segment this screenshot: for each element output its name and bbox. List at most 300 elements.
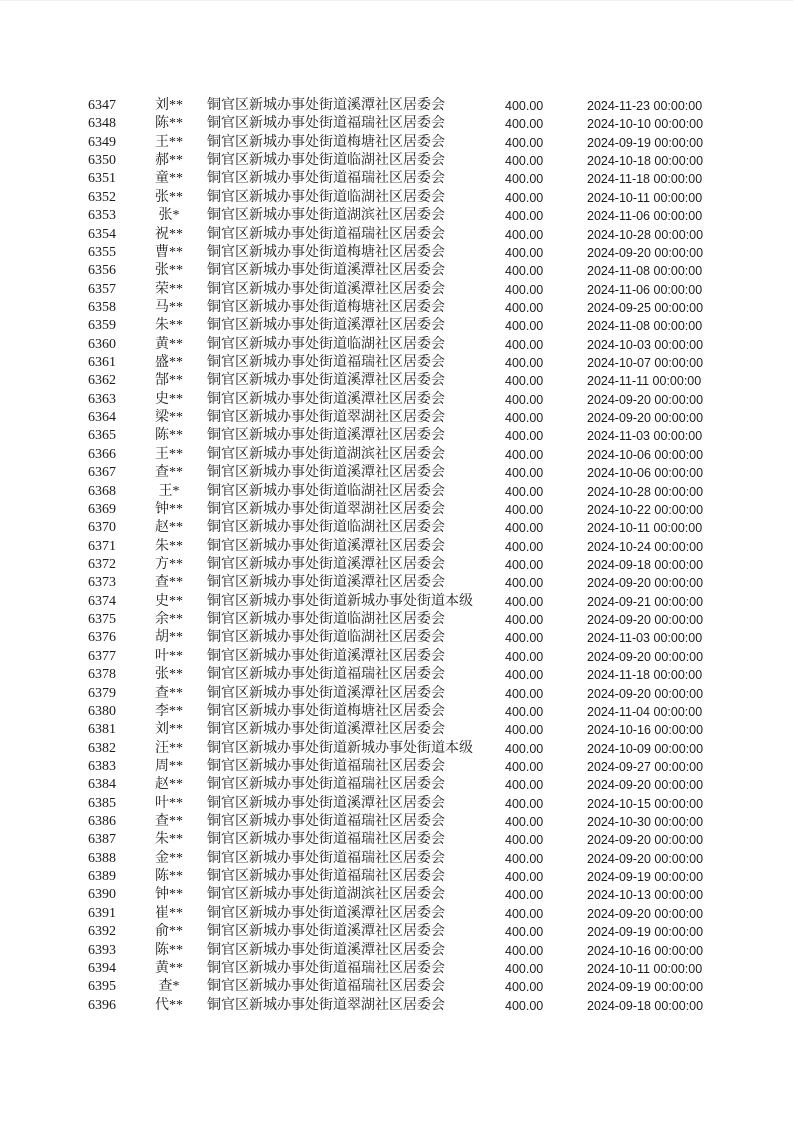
row-amount-cell: 400.00 (505, 613, 544, 628)
row-organization-cell: 铜官区新城办事处街道临湖社区居委会 (207, 483, 445, 499)
row-amount-cell: 400.00 (505, 282, 544, 297)
row-amount-cell: 400.00 (505, 135, 544, 150)
row-id-cell: 6391 (88, 905, 116, 921)
row-organization-cell: 铜官区新城办事处街道溪潭社区居委会 (207, 263, 445, 279)
row-organization-cell: 铜官区新城办事处街道福瑞社区居委会 (207, 850, 445, 866)
table-row (0, 556, 793, 574)
table-row (0, 831, 793, 849)
row-amount-cell: 400.00 (505, 99, 544, 113)
table-row (0, 942, 793, 960)
row-date-cell: 2024-09-25 00:00:00 (587, 300, 704, 315)
row-date-cell: 2024-09-20 00:00:00 (587, 613, 704, 628)
table-row (0, 666, 793, 684)
row-amount-cell: 400.00 (505, 815, 544, 830)
row-name-cell: 王** (155, 134, 183, 150)
row-amount-cell: 400.00 (505, 631, 544, 646)
row-date-cell: 2024-10-09 00:00:00 (587, 741, 704, 756)
row-date-cell: 2024-10-13 00:00:00 (587, 888, 704, 903)
table-row (0, 152, 793, 170)
table-row (0, 483, 793, 501)
row-id-cell: 6384 (88, 777, 116, 793)
row-organization-cell: 铜官区新城办事处街道福瑞社区居委会 (207, 226, 445, 242)
table-row (0, 538, 793, 556)
row-amount-cell: 400.00 (505, 943, 544, 958)
row-date-cell: 2024-11-11 00:00:00 (587, 374, 702, 389)
row-id-cell: 6374 (88, 593, 116, 609)
row-name-cell: 金** (155, 850, 183, 866)
row-amount-cell: 400.00 (505, 466, 544, 481)
row-organization-cell: 铜官区新城办事处街道溪潭社区居委会 (207, 685, 445, 701)
row-organization-cell: 铜官区新城办事处街道溪潭社区居委会 (207, 98, 445, 113)
row-amount-cell: 400.00 (505, 429, 544, 444)
row-name-cell: 查** (155, 814, 183, 830)
table-row (0, 207, 793, 225)
row-date-cell: 2024-11-18 00:00:00 (587, 668, 703, 683)
row-amount-cell: 400.00 (505, 796, 544, 811)
row-id-cell: 6370 (88, 520, 116, 536)
row-name-cell: 陈** (155, 869, 183, 885)
row-id-cell: 6378 (88, 667, 116, 683)
row-organization-cell: 铜官区新城办事处街道福瑞社区居委会 (207, 960, 445, 976)
row-amount-cell: 400.00 (505, 319, 544, 334)
row-date-cell: 2024-09-27 00:00:00 (587, 759, 704, 774)
row-id-cell: 6351 (88, 171, 116, 187)
row-organization-cell: 铜官区新城办事处街道溪潭社区居委会 (207, 428, 445, 444)
row-name-cell: 张* (158, 208, 180, 224)
row-amount-cell: 400.00 (505, 778, 544, 793)
row-id-cell: 6379 (88, 685, 116, 701)
row-date-cell: 2024-10-06 00:00:00 (587, 466, 704, 481)
row-name-cell: 查* (158, 979, 180, 995)
row-name-cell: 郝** (155, 153, 183, 169)
row-id-cell: 6352 (88, 189, 116, 205)
row-organization-cell: 铜官区新城办事处街道福瑞社区居委会 (207, 758, 445, 774)
row-amount-cell: 400.00 (505, 484, 544, 499)
table-row (0, 115, 793, 133)
row-id-cell: 6347 (88, 98, 116, 113)
row-date-cell: 2024-09-20 00:00:00 (587, 245, 704, 260)
row-amount-cell: 400.00 (505, 356, 544, 371)
row-amount-cell: 400.00 (505, 668, 544, 683)
row-date-cell: 2024-10-24 00:00:00 (587, 539, 704, 554)
row-amount-cell: 400.00 (505, 576, 544, 591)
row-amount-cell: 400.00 (505, 172, 544, 187)
row-organization-cell: 铜官区新城办事处街道福瑞社区居委会 (207, 777, 445, 793)
row-amount-cell: 400.00 (505, 154, 544, 169)
table-row (0, 372, 793, 390)
row-organization-cell: 铜官区新城办事处街道临湖社区居委会 (207, 630, 445, 646)
table-row (0, 226, 793, 244)
row-name-cell: 刘** (155, 98, 183, 113)
table-row (0, 758, 793, 776)
row-amount-cell: 400.00 (505, 557, 544, 572)
row-organization-cell: 铜官区新城办事处街道翠湖社区居委会 (207, 501, 445, 517)
table-row (0, 299, 793, 317)
row-organization-cell: 铜官区新城办事处街道福瑞社区居委会 (207, 979, 445, 995)
row-name-cell: 胡** (155, 630, 183, 646)
row-organization-cell: 铜官区新城办事处街道溪潭社区居委会 (207, 722, 445, 738)
row-date-cell: 2024-09-20 00:00:00 (587, 649, 704, 664)
row-id-cell: 6357 (88, 281, 116, 297)
row-date-cell: 2024-09-20 00:00:00 (587, 833, 704, 848)
table-row (0, 519, 793, 537)
row-organization-cell: 铜官区新城办事处街道溪潭社区居委会 (207, 373, 445, 389)
row-id-cell: 6385 (88, 795, 116, 811)
row-name-cell: 陈** (155, 428, 183, 444)
row-amount-cell: 400.00 (505, 833, 544, 848)
row-organization-cell: 铜官区新城办事处街道临湖社区居委会 (207, 336, 445, 352)
row-name-cell: 张** (155, 263, 183, 279)
row-id-cell: 6383 (88, 758, 116, 774)
table-row (0, 850, 793, 868)
row-name-cell: 朱** (155, 832, 183, 848)
table-row (0, 464, 793, 482)
row-name-cell: 周** (155, 758, 183, 774)
row-name-cell: 史** (155, 593, 183, 609)
row-date-cell: 2024-10-22 00:00:00 (587, 502, 704, 517)
row-id-cell: 6394 (88, 960, 116, 976)
row-id-cell: 6362 (88, 373, 116, 389)
row-date-cell: 2024-11-08 00:00:00 (587, 319, 703, 334)
records-table (0, 97, 793, 1015)
table-row (0, 262, 793, 280)
row-name-cell: 赵** (155, 777, 183, 793)
row-amount-cell: 400.00 (505, 337, 544, 352)
row-id-cell: 6393 (88, 942, 116, 958)
row-id-cell: 6353 (88, 208, 116, 224)
row-date-cell: 2024-10-11 00:00:00 (587, 961, 703, 976)
row-amount-cell: 400.00 (505, 245, 544, 260)
row-id-cell: 6387 (88, 832, 116, 848)
table-row (0, 354, 793, 372)
row-date-cell: 2024-11-06 00:00:00 (587, 209, 703, 224)
table-row (0, 795, 793, 813)
row-id-cell: 6373 (88, 575, 116, 591)
table-row (0, 740, 793, 758)
row-name-cell: 曹** (155, 244, 183, 260)
table-row (0, 905, 793, 923)
row-name-cell: 汪** (155, 740, 183, 756)
row-date-cell: 2024-09-18 00:00:00 (587, 998, 704, 1013)
row-amount-cell: 400.00 (505, 300, 544, 315)
row-name-cell: 钟** (155, 501, 183, 517)
row-id-cell: 6368 (88, 483, 116, 499)
table-row (0, 409, 793, 427)
row-id-cell: 6396 (88, 997, 116, 1013)
table-row (0, 886, 793, 904)
row-id-cell: 6395 (88, 979, 116, 995)
row-amount-cell: 400.00 (505, 649, 544, 664)
table-row (0, 721, 793, 739)
row-name-cell: 查** (155, 685, 183, 701)
row-organization-cell: 铜官区新城办事处街道湖滨社区居委会 (207, 446, 445, 462)
row-amount-cell: 400.00 (505, 374, 544, 389)
row-organization-cell: 铜官区新城办事处街道溪潭社区居委会 (207, 942, 445, 958)
row-name-cell: 梁** (155, 410, 183, 426)
row-organization-cell: 铜官区新城办事处街道福瑞社区居委会 (207, 355, 445, 371)
table-row (0, 960, 793, 978)
row-name-cell: 郜** (155, 373, 183, 389)
row-amount-cell: 400.00 (505, 190, 544, 205)
row-date-cell: 2024-10-16 00:00:00 (587, 723, 704, 738)
row-name-cell: 黄** (155, 960, 183, 976)
row-amount-cell: 400.00 (505, 264, 544, 279)
row-organization-cell: 铜官区新城办事处街道梅塘社区居委会 (207, 299, 445, 315)
row-name-cell: 张** (155, 667, 183, 683)
row-id-cell: 6350 (88, 153, 116, 169)
row-id-cell: 6388 (88, 850, 116, 866)
row-date-cell: 2024-10-11 00:00:00 (587, 190, 703, 205)
row-amount-cell: 400.00 (505, 227, 544, 242)
row-amount-cell: 400.00 (505, 686, 544, 701)
row-organization-cell: 铜官区新城办事处街道临湖社区居委会 (207, 189, 445, 205)
row-id-cell: 6390 (88, 887, 116, 903)
row-amount-cell: 400.00 (505, 980, 544, 995)
row-organization-cell: 铜官区新城办事处街道福瑞社区居委会 (207, 814, 445, 830)
row-date-cell: 2024-11-03 00:00:00 (587, 631, 703, 646)
row-name-cell: 王* (158, 483, 180, 499)
row-organization-cell: 铜官区新城办事处街道溪潭社区居委会 (207, 391, 445, 407)
table-row (0, 574, 793, 592)
table-row (0, 97, 793, 115)
row-date-cell: 2024-10-07 00:00:00 (587, 356, 704, 371)
table-row (0, 611, 793, 629)
row-organization-cell: 铜官区新城办事处街道翠湖社区居委会 (207, 410, 445, 426)
row-organization-cell: 铜官区新城办事处街道湖滨社区居委会 (207, 208, 445, 224)
row-organization-cell: 铜官区新城办事处街道溪潭社区居委会 (207, 465, 445, 481)
row-id-cell: 6360 (88, 336, 116, 352)
row-date-cell: 2024-11-23 00:00:00 (587, 99, 703, 113)
row-organization-cell: 铜官区新城办事处街道溪潭社区居委会 (207, 575, 445, 591)
row-name-cell: 代** (155, 997, 183, 1013)
row-organization-cell: 铜官区新城办事处街道新城办事处街道本级 (207, 593, 473, 609)
row-date-cell: 2024-09-20 00:00:00 (587, 778, 704, 793)
row-amount-cell: 400.00 (505, 870, 544, 885)
table-row (0, 281, 793, 299)
table-row (0, 923, 793, 941)
row-date-cell: 2024-09-20 00:00:00 (587, 576, 704, 591)
table-row (0, 997, 793, 1015)
row-amount-cell: 400.00 (505, 741, 544, 756)
row-name-cell: 朱** (155, 318, 183, 334)
row-amount-cell: 400.00 (505, 539, 544, 554)
table-row (0, 501, 793, 519)
row-id-cell: 6358 (88, 299, 116, 315)
row-date-cell: 2024-11-04 00:00:00 (587, 704, 703, 719)
row-amount-cell: 400.00 (505, 759, 544, 774)
row-id-cell: 6349 (88, 134, 116, 150)
row-amount-cell: 400.00 (505, 906, 544, 921)
row-date-cell: 2024-10-06 00:00:00 (587, 447, 704, 462)
row-id-cell: 6361 (88, 355, 116, 371)
row-organization-cell: 铜官区新城办事处街道梅塘社区居委会 (207, 134, 445, 150)
row-organization-cell: 铜官区新城办事处街道福瑞社区居委会 (207, 869, 445, 885)
row-date-cell: 2024-09-19 00:00:00 (587, 870, 704, 885)
row-date-cell: 2024-09-21 00:00:00 (587, 594, 704, 609)
row-name-cell: 陈** (155, 116, 183, 132)
row-name-cell: 王** (155, 446, 183, 462)
row-amount-cell: 400.00 (505, 521, 544, 536)
row-organization-cell: 铜官区新城办事处街道新城办事处街道本级 (207, 740, 473, 756)
table-row (0, 336, 793, 354)
row-id-cell: 6376 (88, 630, 116, 646)
row-date-cell: 2024-09-20 00:00:00 (587, 851, 704, 866)
row-amount-cell: 400.00 (505, 209, 544, 224)
row-amount-cell: 400.00 (505, 392, 544, 407)
row-id-cell: 6380 (88, 703, 116, 719)
table-row (0, 170, 793, 188)
row-date-cell: 2024-11-06 00:00:00 (587, 282, 703, 297)
row-name-cell: 张** (155, 189, 183, 205)
row-date-cell: 2024-10-18 00:00:00 (587, 154, 704, 169)
row-organization-cell: 铜官区新城办事处街道溪潭社区居委会 (207, 318, 445, 334)
row-date-cell: 2024-09-19 00:00:00 (587, 980, 704, 995)
row-date-cell: 2024-09-20 00:00:00 (587, 906, 704, 921)
row-date-cell: 2024-10-10 00:00:00 (587, 117, 704, 132)
row-organization-cell: 铜官区新城办事处街道临湖社区居委会 (207, 612, 445, 628)
table-row (0, 317, 793, 335)
row-date-cell: 2024-10-11 00:00:00 (587, 521, 703, 536)
row-id-cell: 6382 (88, 740, 116, 756)
row-name-cell: 查** (155, 465, 183, 481)
row-id-cell: 6377 (88, 648, 116, 664)
row-organization-cell: 铜官区新城办事处街道梅塘社区居委会 (207, 244, 445, 260)
table-row (0, 593, 793, 611)
row-date-cell: 2024-09-20 00:00:00 (587, 686, 704, 701)
row-date-cell: 2024-09-20 00:00:00 (587, 392, 704, 407)
row-name-cell: 童** (155, 171, 183, 187)
row-name-cell: 方** (155, 556, 183, 572)
row-name-cell: 荣** (155, 281, 183, 297)
row-name-cell: 李** (155, 703, 183, 719)
table-row (0, 685, 793, 703)
row-name-cell: 黄** (155, 336, 183, 352)
row-amount-cell: 400.00 (505, 925, 544, 940)
table-row (0, 978, 793, 996)
row-name-cell: 钟** (155, 887, 183, 903)
row-name-cell: 马** (155, 299, 183, 315)
row-date-cell: 2024-10-28 00:00:00 (587, 227, 704, 242)
row-organization-cell: 铜官区新城办事处街道溪潭社区居委会 (207, 795, 445, 811)
row-name-cell: 史** (155, 391, 183, 407)
row-name-cell: 朱** (155, 538, 183, 554)
row-id-cell: 6355 (88, 244, 116, 260)
row-organization-cell: 铜官区新城办事处街道溪潭社区居委会 (207, 648, 445, 664)
row-date-cell: 2024-11-08 00:00:00 (587, 264, 703, 279)
row-name-cell: 叶** (155, 648, 183, 664)
row-id-cell: 6366 (88, 446, 116, 462)
row-organization-cell: 铜官区新城办事处街道湖滨社区居委会 (207, 887, 445, 903)
row-id-cell: 6392 (88, 924, 116, 940)
row-id-cell: 6369 (88, 501, 116, 517)
row-date-cell: 2024-09-20 00:00:00 (587, 411, 704, 426)
row-amount-cell: 400.00 (505, 998, 544, 1013)
table-row (0, 446, 793, 464)
row-name-cell: 余** (155, 612, 183, 628)
row-organization-cell: 铜官区新城办事处街道福瑞社区居委会 (207, 667, 445, 683)
row-organization-cell: 铜官区新城办事处街道翠湖社区居委会 (207, 997, 445, 1013)
row-date-cell: 2024-09-19 00:00:00 (587, 925, 704, 940)
row-organization-cell: 铜官区新城办事处街道福瑞社区居委会 (207, 116, 445, 132)
row-amount-cell: 400.00 (505, 502, 544, 517)
row-organization-cell: 铜官区新城办事处街道梅塘社区居委会 (207, 703, 445, 719)
row-name-cell: 叶** (155, 795, 183, 811)
row-name-cell: 赵** (155, 520, 183, 536)
row-organization-cell: 铜官区新城办事处街道临湖社区居委会 (207, 153, 445, 169)
row-id-cell: 6367 (88, 465, 116, 481)
table-row (0, 776, 793, 794)
table-row (0, 703, 793, 721)
row-id-cell: 6348 (88, 116, 116, 132)
row-date-cell: 2024-11-18 00:00:00 (587, 172, 703, 187)
table-row (0, 134, 793, 152)
row-date-cell: 2024-10-15 00:00:00 (587, 796, 704, 811)
row-organization-cell: 铜官区新城办事处街道溪潭社区居委会 (207, 538, 445, 554)
row-name-cell: 俞** (155, 924, 183, 940)
row-date-cell: 2024-10-16 00:00:00 (587, 943, 704, 958)
row-name-cell: 崔** (155, 905, 183, 921)
row-organization-cell: 铜官区新城办事处街道溪潭社区居委会 (207, 281, 445, 297)
row-name-cell: 刘** (155, 722, 183, 738)
table-row (0, 427, 793, 445)
row-amount-cell: 400.00 (505, 594, 544, 609)
row-date-cell: 2024-10-03 00:00:00 (587, 337, 704, 352)
row-id-cell: 6363 (88, 391, 116, 407)
row-organization-cell: 铜官区新城办事处街道临湖社区居委会 (207, 520, 445, 536)
row-id-cell: 6365 (88, 428, 116, 444)
row-date-cell: 2024-09-18 00:00:00 (587, 557, 704, 572)
row-date-cell: 2024-09-19 00:00:00 (587, 135, 704, 150)
row-amount-cell: 400.00 (505, 447, 544, 462)
row-date-cell: 2024-11-03 00:00:00 (587, 429, 703, 444)
table-row (0, 629, 793, 647)
row-id-cell: 6389 (88, 869, 116, 885)
table-row (0, 648, 793, 666)
row-id-cell: 6356 (88, 263, 116, 279)
row-name-cell: 祝** (155, 226, 183, 242)
row-id-cell: 6364 (88, 410, 116, 426)
row-organization-cell: 铜官区新城办事处街道福瑞社区居委会 (207, 171, 445, 187)
table-row (0, 868, 793, 886)
row-amount-cell: 400.00 (505, 888, 544, 903)
table-row (0, 189, 793, 207)
row-organization-cell: 铜官区新城办事处街道溪潭社区居委会 (207, 905, 445, 921)
row-organization-cell: 铜官区新城办事处街道溪潭社区居委会 (207, 924, 445, 940)
row-organization-cell: 铜官区新城办事处街道福瑞社区居委会 (207, 832, 445, 848)
table-row (0, 244, 793, 262)
row-name-cell: 陈** (155, 942, 183, 958)
row-amount-cell: 400.00 (505, 704, 544, 719)
row-id-cell: 6371 (88, 538, 116, 554)
table-row (0, 813, 793, 831)
row-amount-cell: 400.00 (505, 117, 544, 132)
row-date-cell: 2024-10-30 00:00:00 (587, 815, 704, 830)
row-name-cell: 盛** (155, 355, 183, 371)
row-amount-cell: 400.00 (505, 723, 544, 738)
row-name-cell: 查** (155, 575, 183, 591)
row-amount-cell: 400.00 (505, 961, 544, 976)
row-id-cell: 6375 (88, 612, 116, 628)
row-id-cell: 6372 (88, 556, 116, 572)
row-date-cell: 2024-10-28 00:00:00 (587, 484, 704, 499)
row-id-cell: 6359 (88, 318, 116, 334)
row-id-cell: 6354 (88, 226, 116, 242)
table-row (0, 391, 793, 409)
row-id-cell: 6386 (88, 814, 116, 830)
row-amount-cell: 400.00 (505, 411, 544, 426)
row-id-cell: 6381 (88, 722, 116, 738)
row-amount-cell: 400.00 (505, 851, 544, 866)
